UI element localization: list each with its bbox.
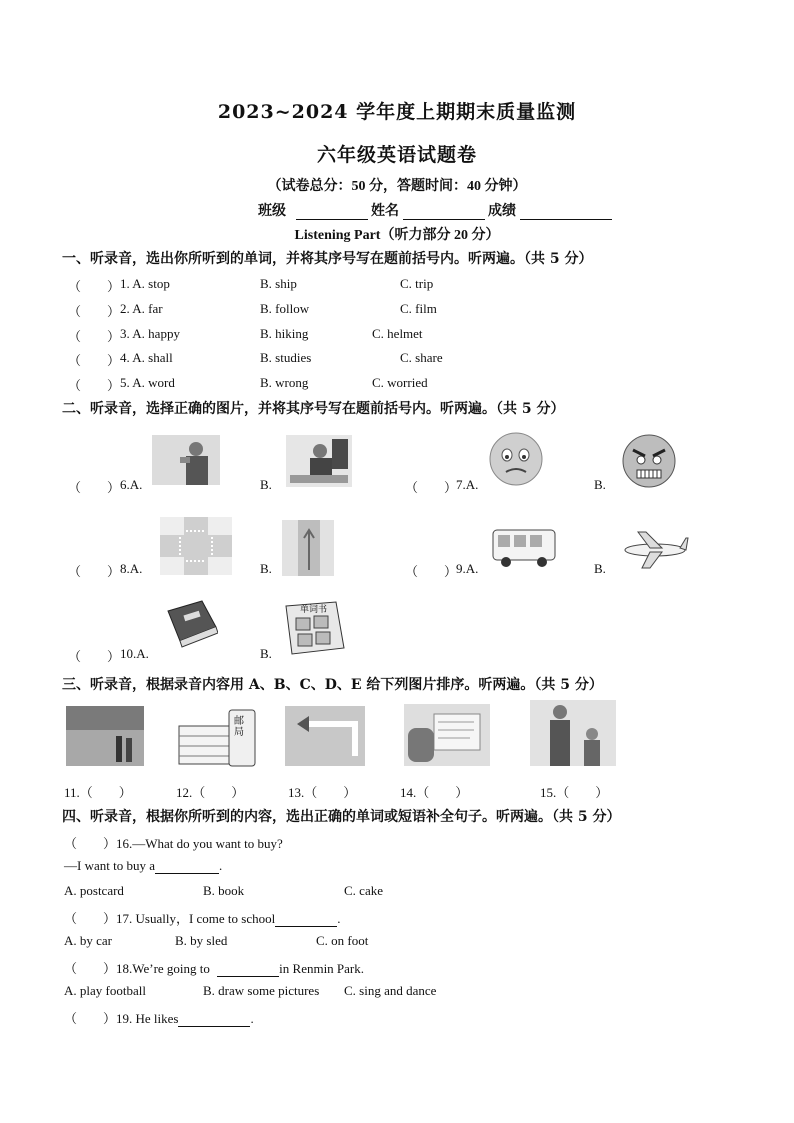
q11-picture-people-walking[interactable] bbox=[66, 706, 144, 766]
q2-option-a: 2. A. far bbox=[120, 301, 163, 316]
q8-label-a: 8.A. bbox=[120, 561, 143, 576]
q10-label-a: 10.A. bbox=[120, 646, 149, 661]
q3-option-c: C. helmet bbox=[372, 326, 423, 341]
q9-label-b: B. bbox=[594, 561, 606, 576]
q7-picture-a-worried-face[interactable] bbox=[484, 430, 548, 488]
q12-picture-post-office[interactable] bbox=[175, 706, 259, 768]
q18-question-end: in Renmin Park. bbox=[279, 961, 365, 976]
q7-label-a: 7.A. bbox=[456, 477, 479, 492]
q4-option-a: 4. A. shall bbox=[120, 350, 173, 365]
class-blank[interactable] bbox=[296, 205, 368, 220]
exam-info: （试卷总分：50 分，答题时间：40 分钟） bbox=[267, 179, 527, 194]
q18-option-a: A. play football bbox=[64, 983, 146, 998]
score-blank[interactable] bbox=[520, 205, 612, 220]
listening-part-heading: Listening Part（听力部分 20 分） bbox=[294, 228, 500, 243]
q14-picture-hand-card[interactable] bbox=[404, 704, 490, 766]
q14-label[interactable]: 14.（ ） bbox=[400, 785, 469, 800]
q16-option-b: B. book bbox=[203, 883, 245, 898]
q12-label[interactable]: 12.（ ） bbox=[176, 785, 245, 800]
q9-picture-a-bus[interactable] bbox=[490, 524, 560, 570]
q17-question: （ ）17. Usually，I come to school . bbox=[64, 911, 341, 926]
q16-sentence: —I want to buy a . bbox=[64, 858, 223, 873]
q18-question bbox=[64, 958, 364, 977]
q2-option-b: B. follow bbox=[260, 301, 310, 316]
q6-picture-a-worried-man[interactable] bbox=[152, 435, 220, 485]
q8-picture-a-crossroads[interactable] bbox=[160, 517, 232, 575]
q1-option-a: 1. A. stop bbox=[120, 276, 170, 291]
q18-option-c: C. sing and dance bbox=[344, 983, 437, 998]
q5-paren[interactable]: （ ） bbox=[68, 378, 121, 393]
q1-option-c: C. trip bbox=[400, 276, 434, 291]
q17-option-a: A. by car bbox=[64, 933, 113, 948]
q16-blank[interactable] bbox=[155, 859, 219, 874]
q4-option-b: B. studies bbox=[260, 350, 312, 365]
q10-label-b: B. bbox=[260, 646, 272, 661]
q7-picture-b-angry-face[interactable] bbox=[618, 430, 680, 490]
class-label: 班级 bbox=[258, 204, 286, 219]
q19-question-text: （ ）19. He likes bbox=[64, 1011, 179, 1026]
q19-blank[interactable] bbox=[178, 1012, 250, 1027]
q9-paren[interactable]: （ ） bbox=[405, 564, 458, 579]
q11-label[interactable]: 11.（ ） bbox=[64, 785, 132, 800]
section3-title: 三、听录音，根据录音内容用 A、B、C、D、E 给下列图片排序。听两遍。（共 5 分） bbox=[62, 677, 603, 693]
q5-option-b: B. wrong bbox=[260, 375, 309, 390]
q18-question-start: （ ）18.We’re going to bbox=[64, 961, 210, 976]
book-cover-text: 单词书 bbox=[300, 605, 328, 615]
q3-paren[interactable]: （ ） bbox=[68, 329, 121, 344]
q15-picture-man-and-boy[interactable] bbox=[530, 700, 616, 766]
q16-option-c: C. cake bbox=[344, 883, 383, 898]
q5-option-c: C. worried bbox=[372, 375, 428, 390]
q17-question-text: （ ）17. Usually，I come to school bbox=[64, 911, 276, 926]
q6-label-b: B. bbox=[260, 477, 272, 492]
q18-blank[interactable] bbox=[217, 962, 279, 977]
q10-paren[interactable]: （ ） bbox=[68, 649, 121, 664]
q2-option-c: C. film bbox=[400, 301, 437, 316]
q8-paren[interactable]: （ ） bbox=[68, 564, 121, 579]
q8-label-b: B. bbox=[260, 561, 272, 576]
q15-label[interactable]: 15.（ ） bbox=[540, 785, 609, 800]
score-label: 成绩 bbox=[488, 204, 516, 219]
q10-picture-b-word-book[interactable] bbox=[282, 600, 348, 658]
section2-title: 二、听录音，选择正确的图片，并将其序号写在题前括号内。听两遍。（共 5 分） bbox=[62, 401, 565, 417]
q13-picture-turn-sign[interactable] bbox=[285, 706, 365, 766]
name-label: 姓名 bbox=[371, 204, 399, 219]
q6-label-a: 6.A. bbox=[120, 477, 143, 492]
q3-option-b: B. hiking bbox=[260, 326, 309, 341]
name-blank[interactable] bbox=[403, 205, 485, 220]
q17-option-c: C. on foot bbox=[316, 933, 369, 948]
section4-title: 四、听录音，根据你所听到的内容，选出正确的单词或短语补全句子。听两遍。（共 5 分） bbox=[62, 809, 621, 825]
q17-option-b: B. by sled bbox=[175, 933, 228, 948]
q18-option-b: B. draw some pictures bbox=[203, 983, 320, 998]
q19-question: （ ）19. He likes . bbox=[64, 1011, 254, 1026]
q7-paren[interactable]: （ ） bbox=[405, 480, 458, 495]
q1-paren[interactable]: （ ） bbox=[68, 279, 121, 294]
q4-option-c: C. share bbox=[400, 350, 443, 365]
q8-picture-b-straight-road[interactable] bbox=[282, 520, 334, 576]
q16-option-a: A. postcard bbox=[64, 883, 124, 898]
exam-subtitle: 六年级英语试题卷 bbox=[316, 144, 477, 166]
q13-label[interactable]: 13.（ ） bbox=[288, 785, 357, 800]
q4-paren[interactable]: （ ） bbox=[68, 353, 121, 368]
post-office-sign: 邮局 bbox=[234, 716, 244, 738]
q7-label-b: B. bbox=[594, 477, 606, 492]
student-info-line bbox=[258, 200, 612, 220]
q10-picture-a-dictionary[interactable] bbox=[160, 597, 218, 649]
q16-sentence-text: —I want to buy a bbox=[64, 858, 155, 873]
q6-paren[interactable]: （ ） bbox=[68, 480, 121, 495]
q9-label-a: 9.A. bbox=[456, 561, 479, 576]
q9-picture-b-plane[interactable] bbox=[620, 528, 690, 572]
q2-paren[interactable]: （ ） bbox=[68, 304, 121, 319]
q17-blank[interactable] bbox=[275, 912, 337, 927]
section1-title: 一、听录音，选出你所听到的单词，并将其序号写在题前括号内。听两遍。（共 5 分） bbox=[62, 251, 593, 267]
q3-option-a: 3. A. happy bbox=[120, 326, 180, 341]
exam-title: 2023~2024 学年度上期期末质量监测 bbox=[217, 101, 577, 123]
q16-question: （ ）16.—What do you want to buy? bbox=[64, 836, 283, 851]
q1-option-b: B. ship bbox=[260, 276, 297, 291]
q6-picture-b-man-at-desk[interactable] bbox=[286, 435, 352, 487]
q5-option-a: 5. A. word bbox=[120, 375, 175, 390]
